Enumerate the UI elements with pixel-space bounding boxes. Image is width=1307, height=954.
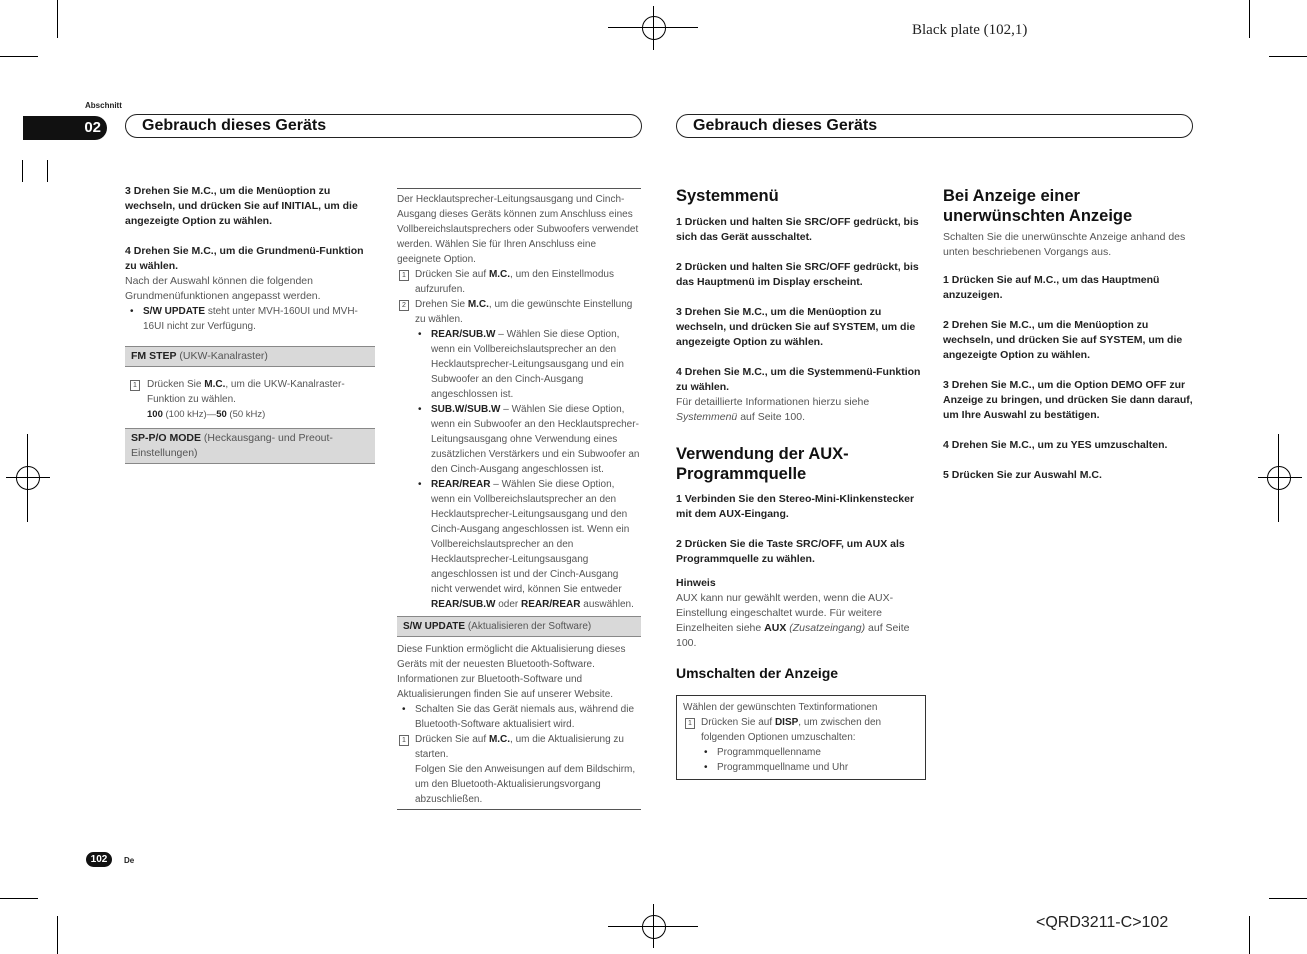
n2-post: , um die gewünschte Einstellung zu wählen. — [415, 299, 633, 325]
hinweis-label: Hinweis — [676, 577, 716, 589]
step-4: 4 Drehen Sie M.C., um die Grundmenü-Funktion zu wählen. — [125, 245, 364, 272]
s4-link: Systemmenü — [676, 411, 738, 423]
left-section-header: Gebrauch dieses Geräts — [125, 114, 642, 138]
system-step-1: 1 Drücken und halten Sie SRC/OFF gedrückt, bis sich das Gerät ausschaltet. — [676, 216, 919, 243]
sw-update-bar — [397, 616, 641, 637]
crop-mark — [47, 160, 48, 182]
section-number: 02 — [84, 119, 101, 136]
crop-mark — [1269, 56, 1307, 57]
crop-mark — [57, 0, 58, 38]
section-number-tab — [23, 116, 107, 140]
plate-label: Black plate (102,1) — [912, 22, 1028, 38]
right-section-header: Gebrauch dieses Geräts — [676, 114, 1193, 138]
col4-intro: Schalten Sie die unerwünschte Anzeige anhand des unten beschriebenen Vorgangs aus. — [943, 231, 1186, 258]
col2-intro: Der Hecklautsprecher-Leitungsausgang und Cinch-Ausgang dieses Geräts können zum Anschluss eines Vollbereichslautsprechers oder Subwoofers verwendet werden. Wählen Sie für Ihren Anschluss eine geeignete Option. — [397, 194, 639, 265]
fm-step-rest: (UKW-Kanalraster) — [176, 350, 268, 362]
crop-mark — [57, 916, 58, 954]
system-step-4-text — [676, 395, 926, 425]
display-box — [676, 695, 926, 780]
rear-subw-label: REAR/SUB.W — [431, 329, 496, 340]
hinweis-post: auf Seite 100. — [676, 622, 910, 649]
sw-update-label: S/W UPDATE — [143, 306, 206, 317]
sw-n1-pre: Drücken Sie auf — [415, 734, 489, 745]
step-3: 3 Drehen Sie M.C., um die Menüoption zu wechseln, und drücken Sie auf INITIAL, um die angezeigte Option zu wählen. — [125, 185, 358, 227]
fm-step-item-1: 1 Drücken Sie M.C., um die UKW-Kanalraster-Funktion zu wählen. — [125, 377, 375, 407]
subw-subw-label: SUB.W/SUB.W — [431, 404, 501, 415]
box-n1-bold: DISP — [774, 717, 799, 728]
fm-values — [125, 407, 375, 422]
fm-item-bold: M.C. — [204, 379, 226, 390]
demo-step-2: 2 Drehen Sie M.C., um die Menüoption zu wechseln, und drücken Sie auf SYSTEM, um die angezeigte Option zu wählen. — [943, 319, 1183, 361]
sp-po-mode-bar — [125, 428, 375, 464]
box-bullet-1: • Programmquellenname — [699, 745, 919, 760]
sw-n1-bold: M.C. — [488, 734, 511, 745]
aux-step-1: 1 Verbinden Sie den Stereo-Mini-Klinkenstecker mit dem AUX-Eingang. — [676, 493, 915, 520]
sp-po-mode-label: SP-P/O MODE — [131, 432, 202, 444]
rear-subw-text: – Wählen Sie diese Option, wenn ein Vollbereichslautsprecher an den Hecklautsprecher-Leitungsausgang und ein Subwoofer an den Cinch-Ausgang angeschlossen ist. — [431, 329, 624, 400]
bullet-sw-update — [125, 304, 375, 334]
box-bullet-2: • Programmquellname und Uhr — [699, 760, 919, 775]
rear-rear-option-2: REAR/REAR — [521, 599, 581, 610]
hinweis-text — [676, 591, 926, 651]
rear-rear-label: REAR/REAR — [431, 479, 491, 490]
hinweis-italic: (Zusatzeingang) — [786, 622, 866, 634]
fm-item-post: , um die UKW-Kanalraster-Funktion zu wählen. — [147, 379, 345, 405]
sw-update-bar-label: S/W UPDATE — [403, 621, 466, 632]
col2-numbered-1: 1 Drücken Sie auf M.C., um den Einstellmodus aufzurufen. — [397, 267, 641, 297]
subw-subw-text: – Wählen Sie diese Option, wenn ein Subwoofer an den Hecklautsprecher-Leitungsausgang ohne Verwendung eines zusätzlichen Verstärkers und ein Subwoofer an den Cinch-Ausgang angeschlossen ist. — [431, 404, 640, 475]
column-2 — [397, 188, 641, 810]
s4-pre: Für detaillierte Informationen hierzu siehe — [676, 396, 870, 408]
demo-step-1: 1 Drücken Sie auf M.C., um das Hauptmenü anzuzeigen. — [943, 274, 1160, 301]
demo-step-3: 3 Drehen Sie M.C., um die Option DEMO OFF zur Anzeige zu bringen, und drücken Sie dann darauf, um Ihre Auswahl zu bestätigen. — [943, 379, 1193, 421]
rear-rear-text: – Wählen Sie diese Option, wenn ein Vollbereichslautsprecher an den Hecklautsprecher-Leitungsausgang und den Cinch-Ausgang angeschlossen ist. Wenn ein Vollbereichslautsprecher an den Hecklautsprecher-Leitungsausgang angeschlossen ist und der Cinch-Ausgang nicht verwendet wird, können Sie entweder — [431, 479, 630, 595]
col2-numbered-2: 2 Drehen Sie M.C., um die gewünschte Einstellung zu wählen. — [397, 297, 641, 327]
sw-update-bar-rest: (Aktualisieren der Software) — [465, 621, 592, 632]
qrd-label: <QRD3211-C>102 — [1036, 914, 1169, 931]
heading-systemmenu: Systemmenü — [676, 187, 779, 205]
bullet-rear-subw — [413, 327, 641, 402]
sw-update-bullet: • Schalten Sie das Gerät niemals aus, während die Bluetooth-Software aktualisiert wird. — [397, 702, 641, 732]
fm-value-100-unit: (100 kHz)— — [162, 409, 217, 420]
column-3 — [676, 186, 926, 780]
bullet-subw-subw — [413, 402, 641, 477]
system-step-3: 3 Drehen Sie M.C., um die Menüoption zu wechseln, und drücken Sie auf SYSTEM, um die angezeigte Option zu wählen. — [676, 306, 916, 348]
n2-pre: Drehen Sie — [415, 299, 468, 310]
sw-update-numbered-1: 1 Drücken Sie auf M.C., um die Aktualisierung zu starten. — [397, 732, 641, 762]
rear-rear-option-1: REAR/SUB.W — [431, 599, 496, 610]
box-n1-post: , um zwischen den folgenden Optionen umzuschalten: — [701, 717, 882, 743]
sw-n1-post: , um die Aktualisierung zu starten. — [415, 734, 624, 760]
crop-mark — [22, 160, 23, 182]
fm-step-label: FM STEP — [131, 350, 177, 362]
crop-mark — [0, 898, 38, 899]
s4-post: auf Seite 100. — [737, 411, 805, 423]
sp-po-mode-rest: (Heckausgang- und Preout-Einstellungen) — [131, 432, 333, 459]
crop-mark — [1269, 898, 1307, 899]
column-1 — [125, 184, 375, 464]
demo-step-4: 4 Drehen Sie M.C., um zu YES umzuschalten. — [943, 439, 1168, 451]
hinweis-pre: AUX kann nur gewählt werden, wenn die AUX-Einstellung eingeschaltet wurde. Für weitere Einzelheiten siehe — [676, 592, 894, 634]
n1-post: , um den Einstellmodus aufzurufen. — [415, 269, 614, 295]
n1-bold: M.C. — [488, 269, 511, 280]
system-step-4: 4 Drehen Sie M.C., um die Systemmenü-Funktion zu wählen. — [676, 366, 921, 393]
column-4 — [943, 186, 1195, 483]
sw-update-text: Diese Funktion ermöglicht die Aktualisierung dieses Geräts mit der neuesten Bluetooth-Software. Informationen zur Bluetooth-Software und Aktualisierungen finden Sie auf unserer Website. — [397, 644, 626, 700]
bullet-rear-rear — [413, 477, 641, 612]
system-step-2: 2 Drücken und halten Sie SRC/OFF gedrückt, bis das Hauptmenü im Display erscheint. — [676, 261, 919, 288]
n2-bold: M.C. — [467, 299, 489, 310]
page-number-badge: 102 — [86, 852, 112, 867]
crop-mark — [1249, 916, 1250, 954]
page-language: De — [124, 856, 135, 865]
abschnitt-label: Abschnitt — [85, 101, 122, 110]
sw-update-text: steht unter MVH-160UI und MVH-16UI nicht zur Verfügung. — [143, 306, 358, 332]
heading-aux: Verwendung der AUX-Programmquelle — [676, 445, 849, 483]
rear-rear-end: auswählen. — [580, 599, 634, 610]
fm-item-pre: Drücken Sie — [147, 379, 205, 390]
hinweis-aux: AUX — [764, 622, 787, 634]
step-4-text: Nach der Auswahl können die folgenden Grundmenüfunktionen angepasst werden. — [125, 275, 321, 302]
fm-step-bar — [125, 346, 375, 367]
demo-step-5: 5 Drücken Sie zur Auswahl M.C. — [943, 469, 1102, 481]
box-numbered-1: 1 Drücken Sie auf DISP, um zwischen den folgenden Optionen umzuschalten: — [683, 715, 919, 745]
heading-umschalten: Umschalten der Anzeige — [676, 665, 839, 681]
box-title: Wählen der gewünschten Textinformationen — [683, 702, 878, 713]
crop-mark — [1249, 0, 1250, 38]
fm-value-50-unit: (50 kHz) — [226, 409, 266, 420]
heading-unerwuenscht: Bei Anzeige einer unerwünschten Anzeige — [943, 187, 1133, 225]
box-n1-pre: Drücken Sie auf — [701, 717, 775, 728]
sw-update-follow: Folgen Sie den Anweisungen auf dem Bildschirm, um den Bluetooth-Aktualisierungsvorgang abzuschließen. — [415, 764, 636, 805]
fm-value-50: 50 — [216, 409, 227, 420]
rear-rear-mid: oder — [495, 599, 522, 610]
crop-mark — [0, 56, 38, 57]
fm-value-100: 100 — [147, 409, 163, 420]
n1-pre: Drücken Sie auf — [415, 269, 489, 280]
aux-step-2: 2 Drücken Sie die Taste SRC/OFF, um AUX als Programmquelle zu wählen. — [676, 538, 905, 565]
